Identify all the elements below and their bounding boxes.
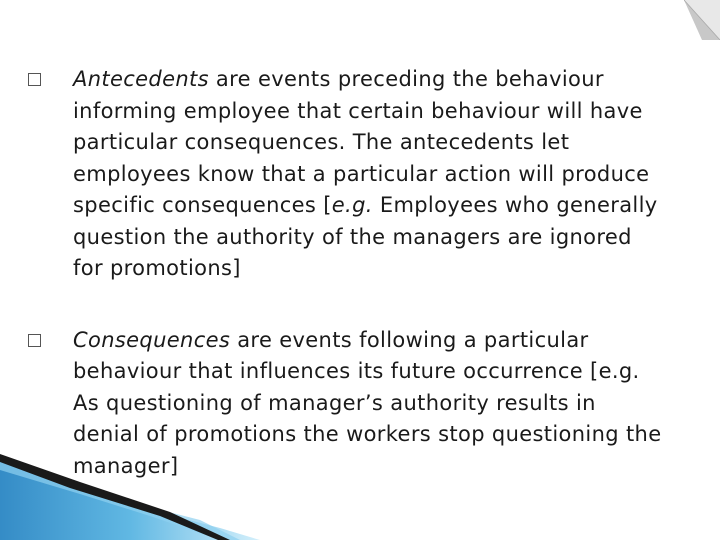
bullet-text: are events following a particular behaviour that influences its future occurrence [e.g. As questioning of manager’s authority results in denial of promotions the workers stop questioning the manager] bbox=[73, 327, 662, 478]
bottom-wave-decoration bbox=[0, 454, 260, 540]
page-corner-fold-icon bbox=[684, 0, 720, 40]
bullet-text: are events preceding the behaviour informing employee that certain behaviour will have particular consequences. The antecedents let employees know that a particular action will produce specific consequences [ bbox=[73, 67, 650, 217]
eg-abbrev: e.g. bbox=[331, 193, 373, 217]
bullet-box-icon bbox=[28, 73, 41, 86]
term-antecedents: Antecedents bbox=[73, 67, 209, 91]
term-consequences: Consequences bbox=[73, 327, 231, 352]
bullet-box-icon bbox=[28, 334, 41, 347]
bullet-antecedents bbox=[28, 64, 668, 285]
bullet-text-end: Employees who generally question the authority of the managers are ignored for promotions] bbox=[73, 193, 658, 280]
